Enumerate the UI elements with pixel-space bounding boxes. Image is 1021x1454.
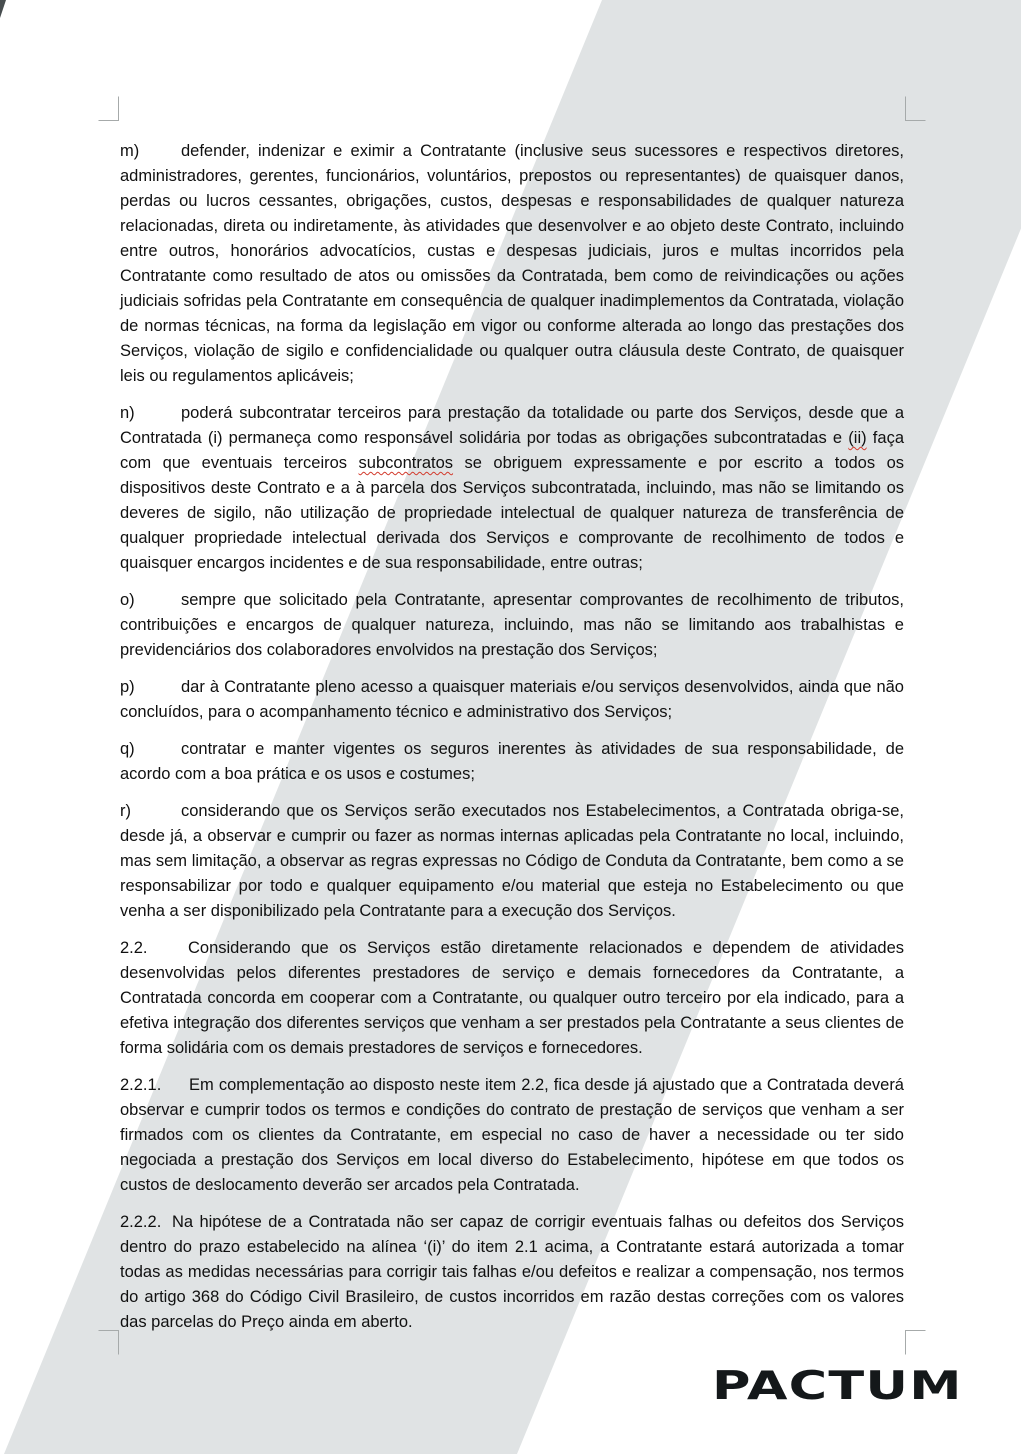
paragraph-r-text: considerando que os Serviços serão executados nos Estabelecimentos, a Contratada obriga-se, desde já, a observar e cumprir ou fazer as normas internas aplicadas pela Contratante no local, incluindo, mas sem limitação, a observar as regras expressas no Código de Conduta da Contratante, bem como a se responsabilizar por todo e qualquer equipamento e/ou material que esteja no Estabelecimento ou que venha a ser disponibilizado pela Contratante para a execução dos Serviços. (120, 802, 904, 920)
paragraph-q (120, 737, 904, 787)
text-boundary-mark-bottom-right (906, 1331, 926, 1355)
spellcheck-underline-ii: (ii) (848, 429, 867, 447)
section-2-2-2 (120, 1210, 904, 1335)
paragraph-n-segment: se obriguem expressamente e por escrito a todos os dispositivos deste Contrato e a à parcela dos Serviços subcontratada, incluindo, mas não se limitando os deveres de sigilo, não utilização de propriedade intelectual de qualquer natureza de transferência de qualquer propriedade intelectual derivada dos Serviços e comprovante de recolhimento de todos e quaisquer encargos incidentes e de sua responsabilidade, entre outras; (120, 454, 904, 572)
paragraph-r (120, 799, 904, 924)
section-label-2-2-2: 2.2.2. (120, 1213, 162, 1231)
item-label-n: n) (120, 404, 135, 422)
paragraph-n-segment: faça com que eventuais terceiros (120, 429, 904, 472)
section-2-2-1-text: Em complementação ao disposto neste item 2.2, fica desde já ajustado que a Contratada deverá observar e cumprir todos os termos e condições do contrato de prestação de serviços que venham a ser firmados com os clientes da Contratante, em especial no caso de haver a necessidade ou ter sido negociada a prestação dos Serviços em local diverso do Estabelecimento, hipótese em que todos os custos de deslocamento deverão ser arcados pela Contratada. (120, 1076, 904, 1194)
paragraph-n-text (120, 404, 904, 572)
corner-sliver-decoration (0, 0, 6, 18)
paragraph-n (120, 401, 904, 576)
paragraph-m (120, 139, 904, 389)
paragraph-n-segment: poderá subcontratar terceiros para prestação da totalidade ou parte dos Serviços, desde que a Contratada (i) permaneça como responsável solidária por todas as obrigações subcontratadas e (120, 404, 904, 447)
item-label-o: o) (120, 591, 135, 609)
section-2-2-text: Considerando que os Serviços estão diretamente relacionados e dependem de atividades desenvolvidas pelos diferentes prestadores de serviço e demais fornecedores da Contratante, a Contratada concorda em cooperar com a Contratante, ou qualquer outro terceiro por ela indicado, para a efetiva integração dos diferentes serviços que venham a ser prestados pela Contratante a seus clientes de forma solidária com os demais prestadores de serviços e fornecedores. (120, 939, 904, 1057)
paragraph-m-text: defender, indenizar e eximir a Contratante (inclusive seus sucessores e respectivos diretores, administradores, gerentes, funcionários, voluntários, prepostos ou representantes) de quaisquer danos, perdas ou lucros cessantes, obrigações, custos, despesas e responsabilidades de qualquer natureza relacionadas, direta ou indiretamente, às atividades que desenvolver e ao objeto deste Contrato, incluindo entre outros, honorários advocatícios, custas e despesas judiciais, juros e multas incorridos pela Contratante como resultado de atos ou omissões da Contratada, bem como de reivindicações ou ações judiciais sofridas pela Contratante em consequência de qualquer inadimplementos da Contratada, violação de normas técnicas, na forma da legislação em vigor ou conforme alterada ao longo das prestações dos Serviços, violação de sigilo e confidencialidade ou qualquer outra cláusula deste Contrato, de quaisquer leis ou regulamentos aplicáveis; (120, 142, 904, 385)
section-2-2-1 (120, 1073, 904, 1198)
spellcheck-underline-subcontratos: subcontratos (358, 454, 454, 472)
paragraph-o (120, 588, 904, 663)
text-boundary-mark-top-left (99, 97, 119, 121)
section-2-2 (120, 936, 904, 1061)
paragraph-p-text: dar à Contratante pleno acesso a quaisquer materiais e/ou serviços desenvolvidos, ainda que não concluídos, para o acompanhamento técnico e administrativo dos Serviços; (120, 678, 904, 721)
section-label-2-2-1: 2.2.1. (120, 1076, 162, 1094)
pactum-logo: PACTUM (712, 1363, 963, 1409)
section-label-2-2: 2.2. (120, 939, 148, 957)
item-label-m: m) (120, 142, 140, 160)
item-label-p: p) (120, 678, 135, 696)
contract-body (120, 139, 904, 1347)
paragraph-o-text: sempre que solicitado pela Contratante, apresentar comprovantes de recolhimento de tributos, contribuições e encargos de qualquer natureza, incluindo, mas não se limitando aos trabalhistas e previdenciários dos colaboradores envolvidos na prestação dos Serviços; (120, 591, 904, 659)
paragraph-q-text: contratar e manter vigentes os seguros inerentes às atividades de sua responsabilidade, de acordo com a boa prática e os usos e costumes; (120, 740, 904, 783)
item-label-r: r) (120, 802, 131, 820)
section-2-2-2-text: Na hipótese de a Contratada não ser capaz de corrigir eventuais falhas ou defeitos dos Serviços dentro do prazo estabelecido na alínea ‘(i)’ do item 2.1 acima, a Contratante estará autorizada a tomar todas as medidas necessárias para corrigir tais falhas e/ou defeitos e realizar a compensação, nos termos do artigo 368 do Código Civil Brasileiro, de custos incorridos em razão destas correções com os valores das parcelas do Preço ainda em aberto. (120, 1213, 904, 1331)
paragraph-p (120, 675, 904, 725)
item-label-q: q) (120, 740, 135, 758)
